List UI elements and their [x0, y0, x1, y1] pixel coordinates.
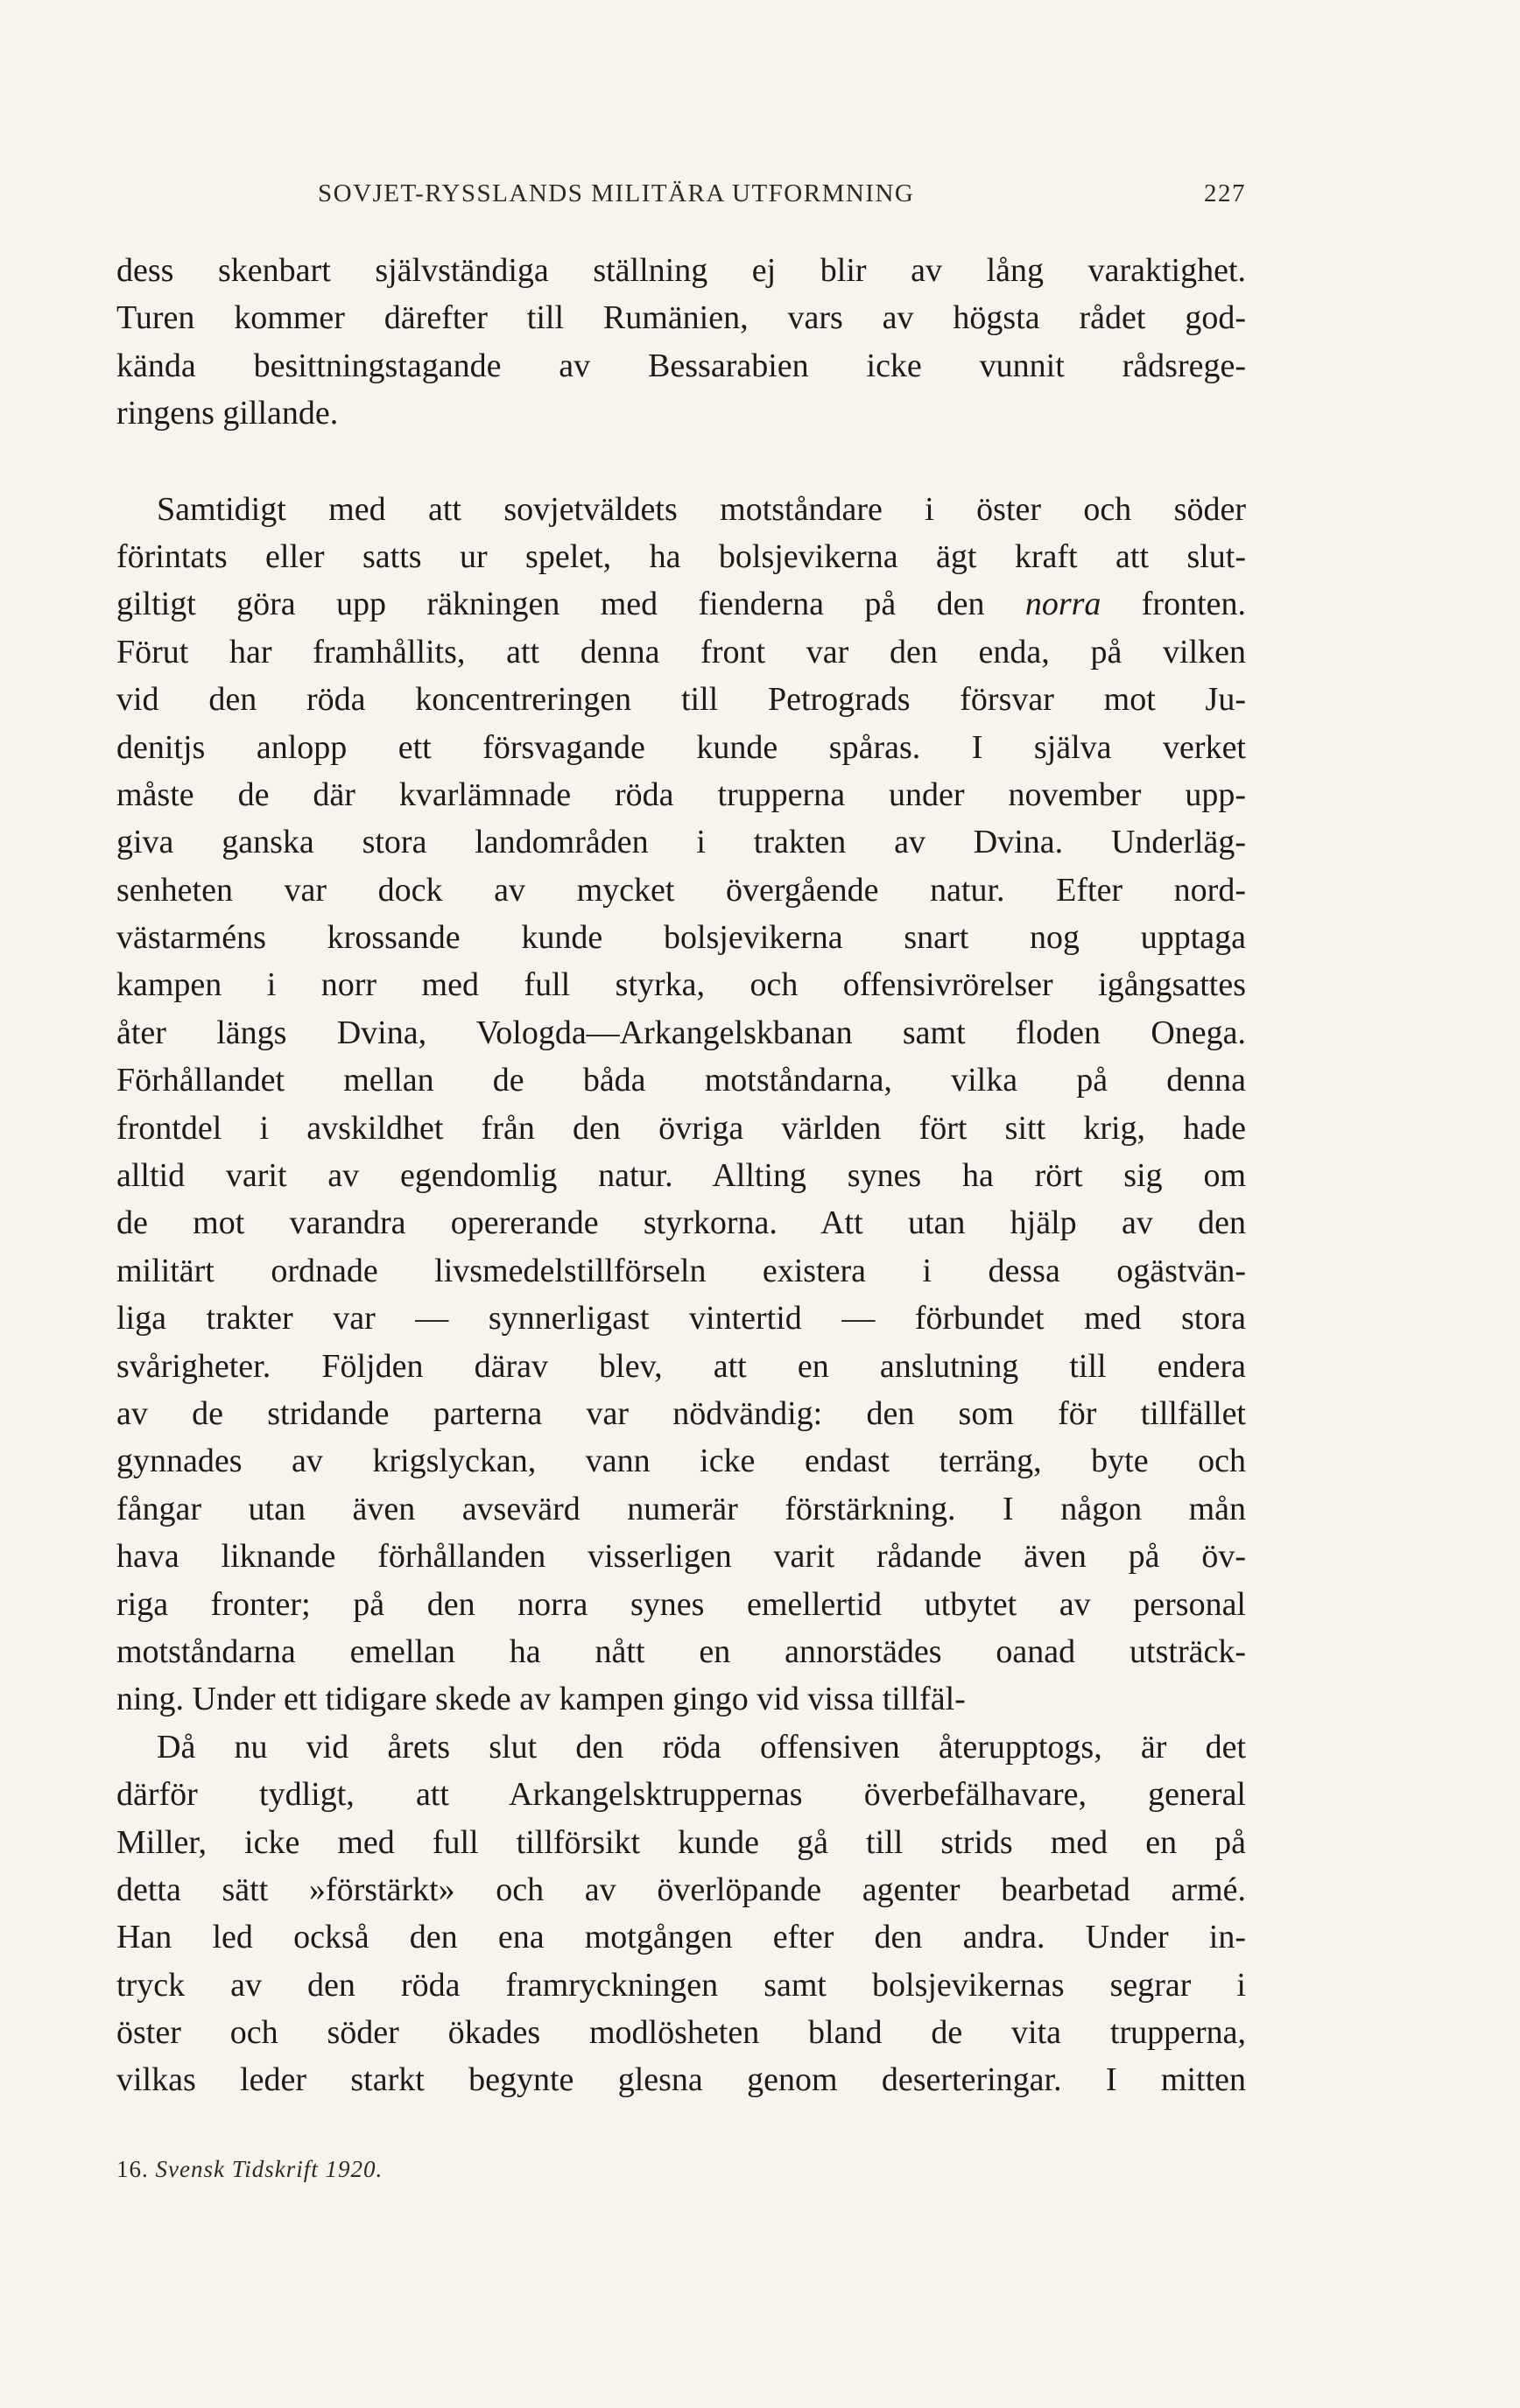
text-line: frontdel i avskildhet från den övriga världen fört sitt krig, hade [116, 1109, 1246, 1147]
text-line: västarméns krossande kunde bolsjevikerna snart nog upptaga [116, 919, 1246, 957]
text-line: öster och söder ökades modlösheten bland de vita trupperna, [116, 2014, 1246, 2052]
body-text [116, 247, 1246, 2104]
text-line: Miller, icke med full tillförsikt kunde gå till strids med en på [116, 1823, 1246, 1861]
text-line: vilkas leder starkt begynte glesna genom deserteringar. I mitten [116, 2061, 1246, 2099]
text-line: tryck av den röda framryckningen samt bolsjevikernas segrar i [116, 1966, 1246, 2004]
paragraph-1 [116, 247, 1246, 438]
text-line: ringens gillande. [116, 395, 339, 432]
text-line: ning. Under ett tidigare skede av kampen gingo vid vissa tillfäl- [116, 1681, 966, 1718]
running-title: SOVJET-RYSSLANDS MILITÄRA UTFORMNING [318, 179, 915, 207]
text-line: alltid varit av egendomlig natur. Allting synes ha rört sig om [116, 1157, 1246, 1195]
text-line-with-italic [116, 580, 1246, 628]
text-line: Då nu vid årets slut den röda offensiven återupptogs, är det [157, 1728, 1246, 1766]
text-segment: giltigt göra upp räkningen med fienderna på den [116, 586, 1025, 623]
text-line: därför tydligt, att Arkangelsktruppernas överbefälhavare, general [116, 1776, 1246, 1814]
text-line: de mot varandra opererande styrkorna. Att utan hjälp av den [116, 1204, 1246, 1242]
text-line: förintats eller satts ur spelet, ha bolsjevikerna ägt kraft att slut- [116, 537, 1246, 575]
text-line: giva ganska stora landområden i trakten av Dvina. Underläg- [116, 824, 1246, 861]
text-line: detta sätt »förstärkt» och av överlöpande agenter bearbetad armé. [116, 1871, 1246, 1908]
text-line: fångar utan även avsevärd numerär förstärkning. I någon mån [116, 1490, 1246, 1527]
text-line: Han led också den ena motgången efter den andra. Under in- [116, 1919, 1246, 1956]
text-line: gynnades av krigslyckan, vann icke endast terräng, byte och [116, 1443, 1246, 1480]
text-line: Samtidigt med att sovjetväldets motståndare i öster och söder [157, 490, 1246, 528]
text-line: denitjs anlopp ett försvagande kunde spåras. I själva verket [116, 728, 1246, 766]
signature-journal: Svensk Tidskrift 1920. [155, 2156, 384, 2182]
text-line: dess skenbart självständiga ställning ej blir av lång varaktighet. [116, 252, 1246, 289]
running-header [116, 179, 1246, 214]
page-number: 227 [1204, 179, 1246, 207]
text-line: riga fronter; på den norra synes emellertid utbytet av personal [116, 1585, 1246, 1623]
text-line: Förhållandet mellan de båda motståndarna, vilka på denna [116, 1062, 1246, 1099]
text-line: vid den röda koncentreringen till Petrograds försvar mot Ju- [116, 681, 1246, 719]
paragraph-gap [116, 438, 1246, 486]
text-line: svårigheter. Följden därav blev, att en anslutning till endera [116, 1347, 1246, 1385]
text-line: motståndarna emellan ha nått en annorstädes oanad utsträck- [116, 1632, 1246, 1670]
text-line: militärt ordnade livsmedelstillförseln existera i dessa ogästvän- [116, 1252, 1246, 1289]
signature-number: 16. [116, 2156, 149, 2182]
paragraph-3 [116, 1724, 1246, 2104]
text-line: måste de där kvarlämnade röda trupperna under november upp- [116, 776, 1246, 813]
text-line: Förut har framhållits, att denna front var den enda, på vilken [116, 633, 1246, 670]
text-line: hava liknande förhållanden visserligen varit rådande även på öv- [116, 1538, 1246, 1576]
text-line: av de stridande parterna var nödvändig: den som för tillfället [116, 1394, 1246, 1432]
text-line: åter längs Dvina, Vologda—Arkangelskbanan samt floden Onega. [116, 1014, 1246, 1051]
text-line: Turen kommer därefter till Rumänien, vars av högsta rådet god- [116, 299, 1246, 337]
text-line: senheten var dock av mycket övergående natur. Efter nord- [116, 871, 1246, 909]
paragraph-2 [116, 486, 1246, 1724]
text-segment: fronten. [1101, 586, 1247, 623]
italic-word: norra [1024, 586, 1101, 623]
text-line: kända besittningstagande av Bessarabien icke vunnit rådsrege- [116, 347, 1246, 384]
text-line: kampen i norr med full styrka, och offensivrörelser igångsattes [116, 966, 1246, 1004]
printer-signature [116, 2156, 383, 2183]
text-line: liga trakter var — synnerligast vintertid — förbundet med stora [116, 1300, 1246, 1337]
